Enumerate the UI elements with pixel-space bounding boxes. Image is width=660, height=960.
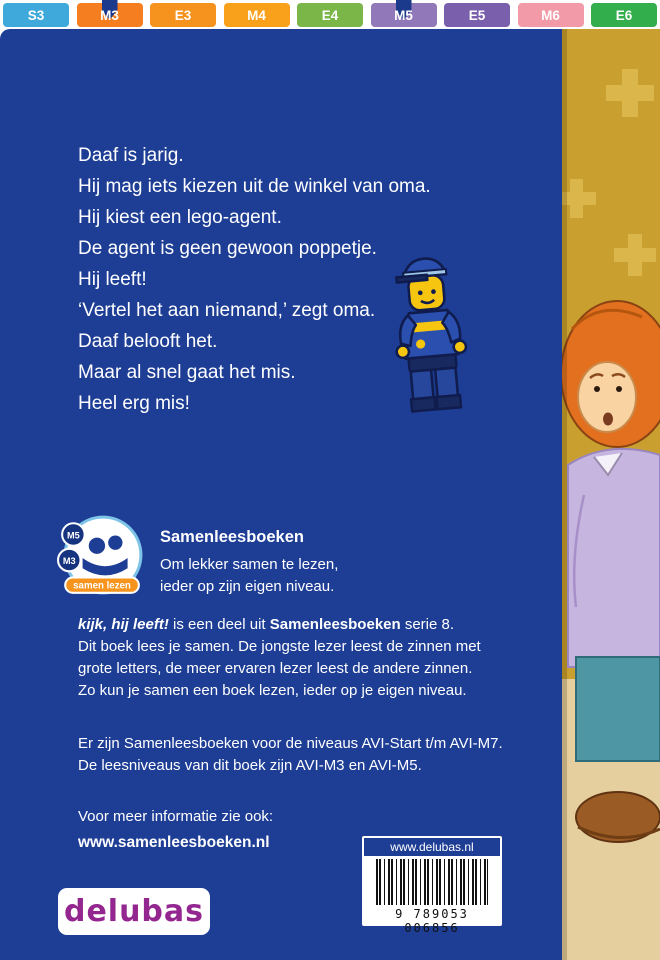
more-info-block	[78, 804, 273, 856]
about-line: Zo kun je samen een boek lezen, ieder op je eigen niveau.	[78, 682, 467, 699]
tab-label: E4	[321, 7, 339, 23]
series-title: Samenleesboeken	[160, 528, 304, 546]
about-line: Dit boek lees je samen. De jongste lezer leest de zinnen met	[78, 638, 481, 655]
series-tagline-line: Om lekker samen te lezen,	[160, 556, 339, 573]
tab-m3	[77, 3, 143, 27]
tab-m5	[371, 3, 437, 27]
tab-label: M4	[247, 7, 266, 23]
info-url: www.samenleesboeken.nl	[78, 834, 270, 851]
about-text: is een deel uit	[168, 616, 270, 633]
story-blurb	[78, 140, 431, 419]
blurb-line: ‘Vertel het aan niemand,’ zegt oma.	[78, 300, 376, 321]
logo-badge-m3: M3	[62, 556, 76, 567]
info-label: Voor meer informatie zie ook:	[78, 808, 274, 825]
tab-e3	[150, 3, 216, 27]
barcode-box	[362, 836, 502, 935]
levels-paragraph	[78, 733, 503, 777]
about-text: serie 8.	[400, 616, 455, 633]
blurb-line: Heel erg mis!	[78, 393, 190, 414]
publisher-logo	[58, 888, 210, 935]
levels-line: Er zijn Samenleesboeken voor de niveaus AVI-Start t/m AVI-M7.	[78, 735, 503, 752]
logo-ribbon: samen lezen	[73, 580, 131, 592]
tab-label: M5	[394, 7, 413, 23]
tab-label: M3	[100, 7, 119, 23]
about-line	[78, 614, 481, 636]
tab-e6	[591, 3, 657, 27]
blurb-line: Hij mag iets kiezen uit de winkel van oma.	[78, 176, 431, 197]
levels-line: De leesniveaus van dit boek zijn AVI-M3 en AVI-M5.	[78, 757, 422, 774]
publisher-name: delubas	[63, 894, 205, 929]
about-line: grote letters, de meer ervaren lezer leest de andere zinnen.	[78, 660, 473, 677]
avi-level-tab-bar	[0, 3, 660, 27]
book-title: kijk, hij leeft!	[78, 616, 169, 633]
series-name: Samenleesboeken	[269, 616, 401, 633]
tab-e5	[444, 3, 510, 27]
tab-label: E5	[468, 7, 486, 23]
girl-illustration	[562, 301, 660, 842]
blurb-line: Hij leeft!	[78, 269, 147, 290]
blurb-line: De agent is geen gewoon poppetje.	[78, 238, 377, 259]
lego-agent-illustration	[383, 248, 477, 420]
isbn-number: 9 789053 006856	[395, 907, 469, 935]
series-info	[160, 528, 338, 598]
logo-badge-m5: M5	[67, 530, 80, 541]
tab-label: E3	[174, 7, 192, 23]
publisher-url: www.delubas.nl	[364, 838, 500, 856]
blurb-line: Hij kiest een lego-agent.	[78, 207, 282, 228]
series-tagline-line: ieder op zijn eigen niveau.	[160, 578, 335, 595]
barcode	[376, 859, 488, 905]
blurb-line: Daaf belooft het.	[78, 331, 218, 352]
tab-e4	[297, 3, 363, 27]
samenleesboeken-logo	[56, 512, 146, 602]
front-cover-edge-illustration	[562, 29, 660, 960]
blurb-line: Daaf is jarig.	[78, 145, 184, 166]
tab-label: E6	[615, 7, 633, 23]
blurb-line: Maar al snel gaat het mis.	[78, 362, 296, 383]
tab-label: M6	[541, 7, 560, 23]
tab-m4	[224, 3, 290, 27]
about-paragraph	[78, 614, 481, 702]
tab-label: S3	[27, 7, 45, 23]
tab-m6	[518, 3, 584, 27]
tab-s3	[3, 3, 69, 27]
